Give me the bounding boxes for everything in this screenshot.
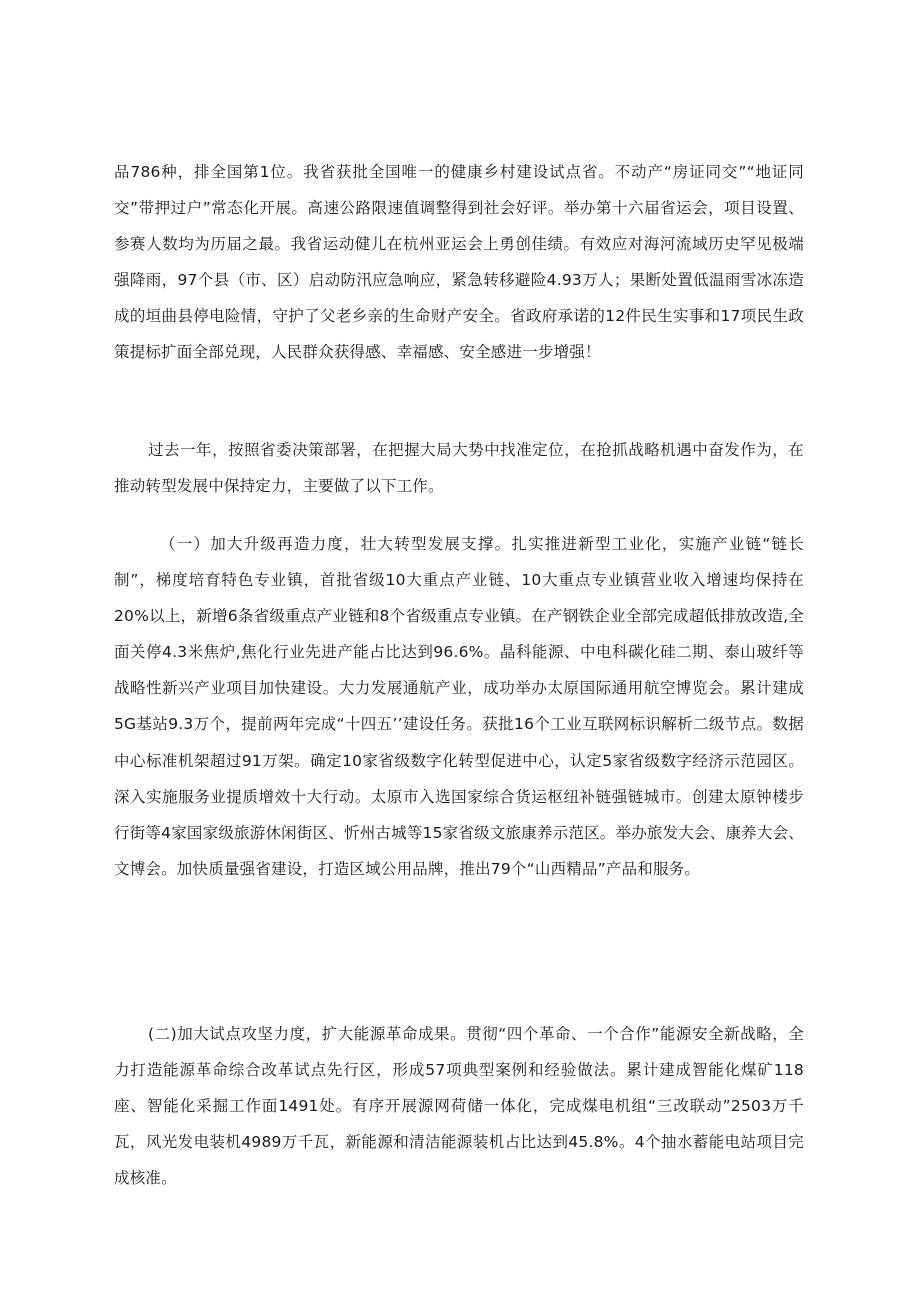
paragraph-section-one: （一）加大升级再造力度，壮大转型发展支撑。扎实推进新型工业化，实施产业链“链长制”，梯度培育特色专业镇，首批省级10大重点产业链、10大重点专业镇营业收入增速均保持在20%以上，新增6条省级重点产业链和8个省级重点专业镇。在产钢铁企业全部完成超低排放改造,全面关停4.3米焦炉,焦化行业先进产能占比达到96.6%。晶科能源、中电科碳化硅二期、泰山玻纤等战略性新兴产业项目加快建设。大力发展通航产业，成功举办太原国际通用航空博览会。累计建成5G基站9.3万个，提前两年完成“十四五’’建设任务。获批16个工业互联网标识解析二级节点。数据中心标准机架超过91万架。确定10家省级数字化转型促进中心，认定5家省级数字经济示范园区。深入实施服务业提质增效十大行动。太原市入选国家综合货运枢纽补链强链城市。创建太原钟楼步行街等4家国家级旅游休闲街区、忻州古城等15家省级文旅康养示范区。举办旅发大会、康养大会、文博会。加快质量强省建设，打造区域公用品牌，推出79个“山西精品”产品和服务。 [114,535,804,878]
paragraph-section-two: (二)加大试点攻坚力度，扩大能源革命成果。贯彻“四个革命、一个合作”能源安全新战略，全力打造能源革命综合改革试点先行区，形成57项典型案例和经验做法。累计建成智能化煤矿118座、智能化采掘工作面1491处。有序开展源网荷储一体化，完成煤电机组“三改联动”2503万千瓦，风光发电装机4989万千瓦，新能源和清洁能源装机占比达到45.8%。4个抽水蓄能电站项目完成核准。 [114,1025,804,1188]
paragraph-livelihood-summary: 品786种，排全国第1位。我省获批全国唯一的健康乡村建设试点省。不动产“房证同交”“地证同交”带押过户”常态化开展。高速公路限速值调整得到社会好评。举办第十六届省运会，项目设置、参赛人数均为历届之最。我省运动健儿在杭州亚运会上勇创佳绩。有效应对海河流域历史罕见极端强降雨，97个县（市、区）启动防汛应急响应，紧急转移避险4.93万人；果断处置低温雨雪冰冻造成的垣曲县停电险情，守护了父老乡亲的生命财产安全。省政府承诺的12件民生实事和17项民生政策提标扩面全部兑现，人民群众获得感、幸福感、安全感进一步增强！ [114,163,804,362]
paragraph-work-intro: 过去一年，按照省委决策部署，在把握大局大势中找准定位，在抢抓战略机遇中奋发作为，在推动转型发展中保持定力，主要做了以下工作。 [114,441,804,496]
